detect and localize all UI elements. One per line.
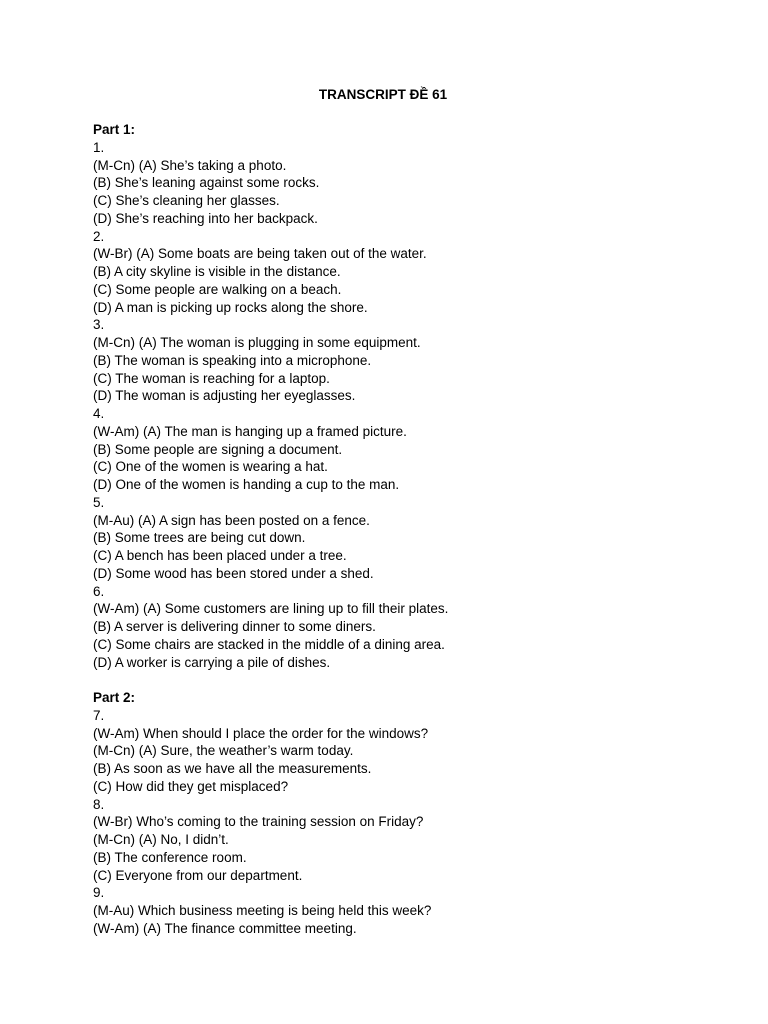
- part-2-heading: Part 2:: [93, 690, 136, 705]
- transcript-line: (C) Everyone from our department.: [93, 867, 303, 883]
- transcript-line: (D) Some wood has been stored under a shed.: [93, 565, 374, 581]
- transcript-line: (W-Am) (A) The finance committee meeting.: [93, 920, 357, 936]
- transcript-line: (D) The woman is adjusting her eyeglasses.: [93, 388, 356, 404]
- transcript-line: (M-Cn) (A) Sure, the weather’s warm today.: [93, 743, 354, 759]
- section-spacer: [93, 671, 713, 689]
- question-number: 2.: [93, 228, 105, 244]
- question-number: 9.: [93, 885, 105, 901]
- transcript-line: (W-Br) Who’s coming to the training session on Friday?: [93, 814, 424, 830]
- transcript-line: (C) The woman is reaching for a laptop.: [93, 370, 330, 386]
- transcript-line: (M-Cn) (A) She’s taking a photo.: [93, 157, 287, 173]
- question-number: 3.: [93, 317, 105, 333]
- transcript-line: (M-Cn) (A) No, I didn’t.: [93, 832, 229, 847]
- transcript-line: (D) A man is picking up rocks along the shore.: [93, 299, 368, 315]
- transcript-line: (C) How did they get misplaced?: [93, 778, 289, 794]
- transcript-line: (D) One of the women is handing a cup to the man.: [93, 477, 400, 492]
- transcript-line: (C) Some chairs are stacked in the middle of a dining area.: [93, 636, 445, 652]
- question-number: 4.: [93, 406, 105, 421]
- transcript-line: (W-Am) (A) Some customers are lining up to fill their plates.: [93, 601, 449, 617]
- question-number: 8.: [93, 796, 105, 812]
- transcript-line: (W-Am) When should I place the order for the windows?: [93, 725, 429, 741]
- transcript-line: (D) She’s reaching into her backpack.: [93, 210, 318, 226]
- question-number: 1.: [93, 139, 105, 155]
- transcript-line: (C) One of the women is wearing a hat.: [93, 459, 328, 475]
- transcript-line: (W-Am) (A) The man is hanging up a framed picture.: [93, 423, 407, 439]
- transcript-line: (B) A server is delivering dinner to some diners.: [93, 619, 376, 634]
- transcript-line: (B) The woman is speaking into a microphone.: [93, 352, 372, 368]
- question-number: 5.: [93, 494, 105, 510]
- transcript-line: (C) A bench has been placed under a tree.: [93, 548, 347, 563]
- question-number: 6.: [93, 583, 105, 599]
- transcript-line: (C) Some people are walking on a beach.: [93, 281, 342, 297]
- transcript-line: (B) Some trees are being cut down.: [93, 530, 306, 546]
- transcript-line: (C) She’s cleaning her glasses.: [93, 193, 280, 208]
- transcript-line: (M-Cn) (A) The woman is plugging in some equipment.: [93, 335, 421, 350]
- transcript-line: (M-Au) Which business meeting is being held this week?: [93, 903, 432, 918]
- transcript-line: (B) She’s leaning against some rocks.: [93, 175, 320, 191]
- transcript-line: (B) A city skyline is visible in the distance.: [93, 264, 341, 279]
- transcript-body: [93, 121, 713, 938]
- transcript-line: (B) Some people are signing a document.: [93, 441, 343, 457]
- transcript-line: (W-Br) (A) Some boats are being taken out of the water.: [93, 246, 427, 262]
- question-number: 7.: [93, 707, 105, 723]
- transcript-line: (B) The conference room.: [93, 849, 247, 865]
- transcript-line: (M-Au) (A) A sign has been posted on a fence.: [93, 512, 370, 528]
- transcript-line: (D) A worker is carrying a pile of dishes.: [93, 654, 331, 670]
- transcript-line: (B) As soon as we have all the measurements.: [93, 761, 372, 776]
- part-1-heading: Part 1:: [93, 122, 136, 137]
- document-title: TRANSCRIPT ĐỀ 61: [318, 87, 448, 102]
